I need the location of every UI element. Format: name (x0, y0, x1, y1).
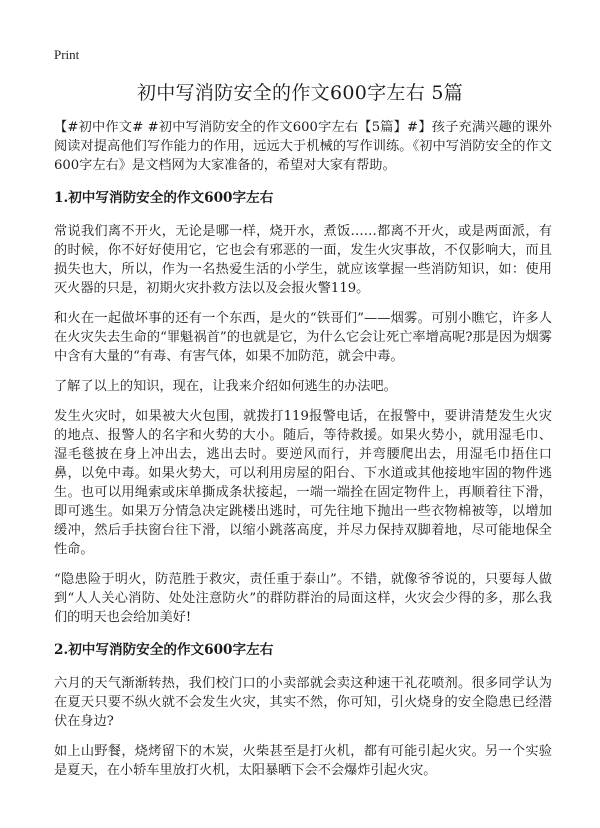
body-paragraph: 常说我们离不开火，无论是哪一样，烧开水，煮饭……都离不开火，或是两面派，有的时候，你不好好使用它，它也会有邪恶的一面，发生火灾事故，不仅影响大，而且损失也大，所以，作为一名热爱生活的小学生，就应该掌握一些消防知识，如：使用灭火器的只是，初期火灾扑救方法以及会报火警119。 (54, 224, 552, 296)
intro-paragraph: 【#初中作文# #初中写消防安全的作文600字左右【5篇】#】孩子充满兴趣的课外阅读对提高他们写作能力的作用，远远大于机械的写作训练。《初中写消防安全的作文600字左右》是文档网为大家准备的，希望对大家有帮助。 (54, 120, 552, 173)
body-paragraph: 六月的天气渐渐转热，我们校门口的小卖部就会卖这种速干礼花喷剂。很多同学认为在夏天只要不纵火就不会发生火灾，其实不然，你可知，引火烧身的安全隐患已经潜伏在身边? (54, 676, 552, 729)
article-body (54, 118, 552, 791)
body-paragraph: “隐患险于明火，防范胜于救灾，责任重于泰山”。不错，就像爷爷说的，只要每人做到“人人关心消防、处处注意防火”的群防群治的局面这样，火灾会少得的多，那么我们的明天也会给加美好! (54, 572, 552, 625)
body-paragraph: 如上山野餐，烧烤留下的木炭，火柴甚至是打火机，都有可能引起火灾。另一个实验是夏天，在小轿车里放打火机，太阳暴晒下会不会爆炸引起火灾。 (54, 744, 552, 778)
body-paragraph: 和火在一起做坏事的还有一个东西，是火的“铁哥们”——烟雾。可别小瞧它，许多人在火灾失去生命的“罪魁祸首”的也就是它，为什么它会让死亡率增高呢?那是因为烟雾中含有大量的“有毒、有害气体，如果不加防范，就会中毒。 (54, 311, 552, 364)
section-heading: 2.初中写消防安全的作文600字左右 (54, 642, 274, 658)
page-title: 初中写消防安全的作文600字左右 5篇 (136, 82, 464, 104)
section-heading: 1.初中写消防安全的作文600字左右 (54, 190, 274, 206)
body-paragraph: 发生火灾时，如果被大火包围，就拨打119报警电话，在报警中，要讲清楚发生火灾的地点、报警人的名字和火势的大小。随后，等待救援。如果火势小，就用湿毛巾、湿毛毯披在身上冲出去，逃出去时。要逆风而行，并弯腰爬出去，用湿毛巾捂住口鼻，以免中毒。如果火势大，可以利用房屋的阳台、下水道或其他接地牢固的物件逃生。也可以用绳索或床单撕成条状接起，一端一端拴在固定物件上，再顺着往下滑，即可逃生。如果万分情急决定跳楼出逃时，可先往地下抛出一些衣物棉被等，以增加缓冲，然后手扶窗台往下滑，以缩小跳落高度，并尽力保持双脚着地，尽可能地保全性命。 (54, 409, 552, 557)
print-link[interactable]: Print (54, 47, 80, 62)
body-paragraph: 了解了以上的知识，现在，让我来介绍如何逃生的办法吧。 (54, 379, 397, 394)
